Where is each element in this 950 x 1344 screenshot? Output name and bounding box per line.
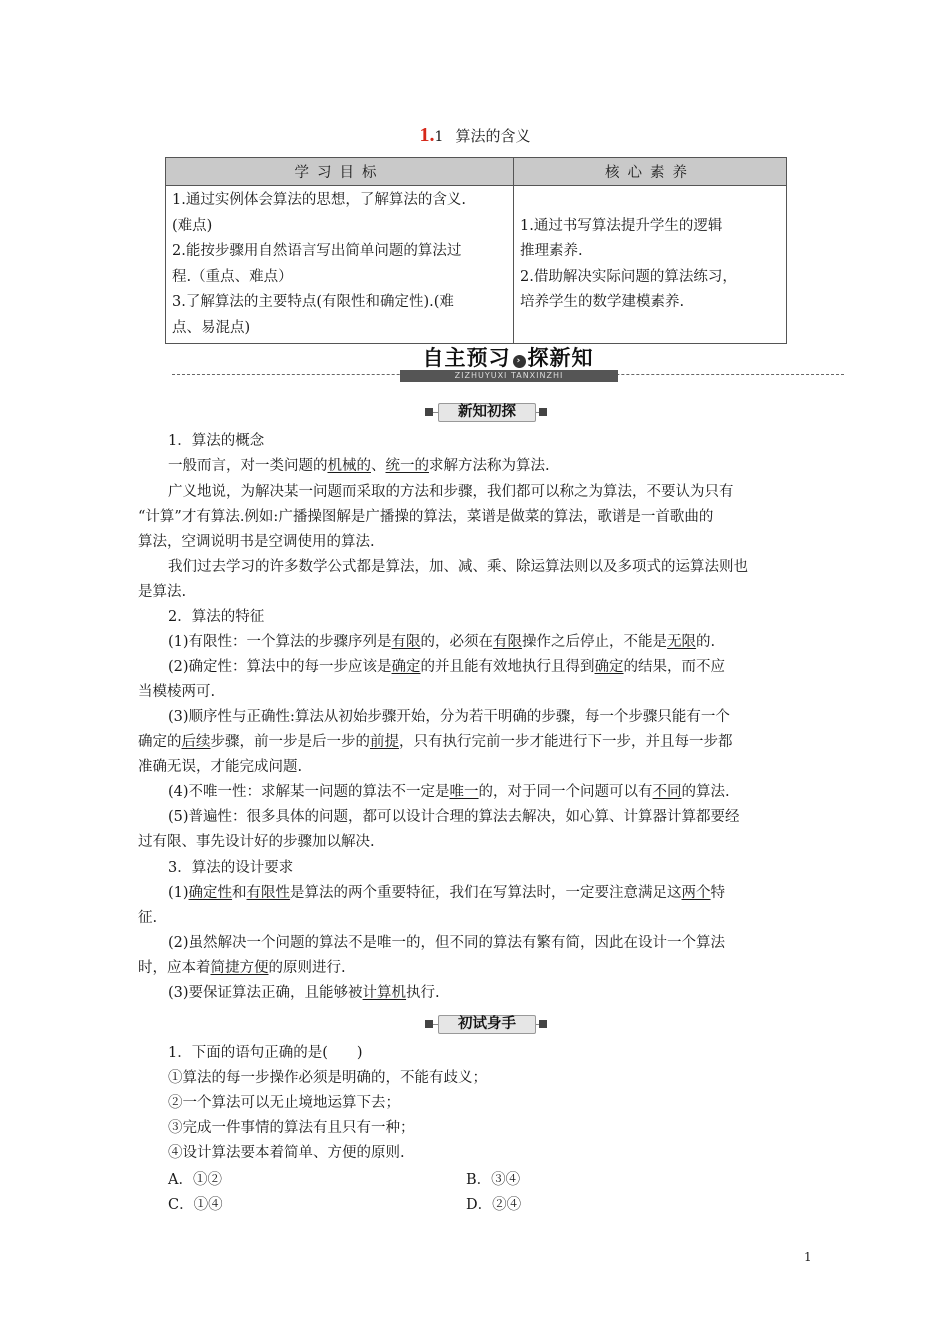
learning-goal-line: 点、易混点)	[172, 319, 251, 336]
text: (1)有限性：一个算法的步骤序列是	[168, 634, 392, 650]
question-statement: ①算法的每一步操作必须是明确的，不能有歧义；	[168, 1070, 487, 1086]
text: ，只有执行完前一步才能进行下一步，并且每一步都	[399, 734, 733, 750]
text: 时，应本着	[138, 960, 211, 976]
fill-answer: 有限	[391, 634, 421, 650]
requirement-3	[138, 981, 848, 1006]
feature-3-line2	[138, 730, 818, 755]
tag-label: 初试身手	[438, 1015, 536, 1034]
text: 、	[371, 458, 386, 474]
learning-goal-line: 程.（重点、难点）	[172, 268, 293, 285]
question-stem: 1．下面的语句正确的是( )	[168, 1045, 363, 1061]
fill-answer: 有限	[493, 634, 523, 650]
fill-answer: 统一的	[385, 458, 429, 474]
option-b: B．③④	[466, 1172, 521, 1188]
text: 是算法的两个重要特征，我们在写算法时，一定要注意满足这	[290, 885, 682, 901]
text: (2)确定性：算法中的每一步应该是	[168, 659, 392, 675]
fill-answer: 机械的	[327, 458, 371, 474]
literacy-line: 推理素养.	[520, 243, 583, 259]
text: (3)要保证算法正确，且能够被	[168, 985, 363, 1001]
literacy-cell	[514, 186, 787, 344]
section-banner	[0, 342, 950, 382]
text: 的，对于同一个问题可以有	[478, 784, 653, 800]
feature-5-line1: (5)普遍性：很多具体的问题，都可以设计合理的算法去解决，如心算、计算器计算都要经	[168, 809, 740, 825]
fill-answer: 确定	[391, 659, 421, 675]
tag-cap-left	[425, 408, 433, 416]
literacy-line: 1.通过书写算法提升学生的逻辑	[520, 217, 723, 234]
section-tag-new-knowledge	[0, 401, 950, 421]
text: 步骤，前一步是后一步的	[210, 734, 370, 750]
requirement-1-line2: 征.	[138, 910, 158, 926]
question-statement: ④设计算法要本着简单、方便的原则.	[168, 1145, 405, 1161]
s2-heading: 2．算法的特征	[168, 609, 265, 625]
s1-para3-line2: 是算法.	[138, 584, 187, 600]
tag-cap-right	[539, 1020, 547, 1028]
tag-cap-right	[539, 408, 547, 416]
lesson-title	[0, 124, 950, 147]
s1-para2-line3: 算法，空调说明书是空调使用的算法.	[138, 534, 375, 550]
requirement-2-line2	[138, 956, 818, 981]
fill-answer: 无限	[667, 634, 697, 650]
learning-goal-line: 1.通过实例体会算法的思想，了解算法的含义.	[172, 192, 466, 208]
learning-goal-line: (难点)	[172, 217, 213, 234]
feature-3-line3: 准确无误，才能完成问题.	[138, 759, 303, 775]
text: 的原则进行.	[268, 960, 346, 976]
fill-answer: 后续	[181, 734, 211, 750]
fill-answer: 两个	[681, 885, 711, 901]
text: 的结果，而不应	[623, 659, 726, 675]
text: (1)	[168, 885, 189, 901]
lesson-subnumber: 1	[434, 129, 444, 145]
literacy-line: 培养学生的数学建模素养.	[520, 294, 685, 310]
fill-answer: 简捷方便	[210, 960, 269, 976]
feature-1	[138, 630, 848, 655]
feature-4	[138, 780, 848, 805]
fill-answer: 确定性	[188, 885, 233, 901]
text: 和	[232, 885, 247, 901]
text: 的.	[696, 634, 716, 650]
banner-pinyin: ZIZHUYUXI TANXINZHI	[400, 370, 618, 382]
banner-title-right: 探新知	[527, 346, 594, 370]
lesson-number: 1.	[419, 124, 435, 146]
text: 一般而言，对一类问题的	[168, 458, 328, 474]
text: (4)不唯一性：求解某一问题的算法不一定是	[168, 784, 450, 800]
feature-2	[138, 655, 848, 680]
feature-3-line1: (3)顺序性与正确性:算法从初始步骤开始，分为若干明确的步骤，每一个步骤只能有一个	[168, 709, 730, 725]
question-statement: ③完成一件事情的算法有且只有一种；	[168, 1120, 415, 1136]
arrow-icon: ›	[513, 355, 526, 368]
text: 操作之后停止，不能是	[522, 634, 668, 650]
banner-title	[413, 342, 603, 372]
fill-answer: 确定	[594, 659, 624, 675]
goals-header-literacy: 核心素养	[514, 158, 787, 186]
s1-para1	[138, 454, 848, 479]
s1-heading: 1．算法的概念	[168, 433, 265, 449]
s3-heading: 3．算法的设计要求	[168, 860, 294, 876]
fill-answer: 前提	[370, 734, 399, 750]
learning-goal-line: 2.能按步骤用自然语言写出简单问题的算法过	[172, 243, 462, 259]
text: 执行.	[406, 985, 440, 1001]
literacy-line: 2.借助解决实际问题的算法练习，	[520, 268, 737, 285]
banner-title-left: 自主预习	[422, 346, 511, 370]
option-c: C．①④	[168, 1197, 223, 1213]
text: 确定的	[138, 734, 182, 750]
lesson-title-text: 算法的含义	[455, 127, 531, 145]
tag-cap-left	[425, 1020, 433, 1028]
text: 求解方法称为算法.	[429, 458, 550, 474]
fill-answer: 计算机	[362, 985, 407, 1001]
feature-5-line2: 过有限、事先设计好的步骤加以解决.	[138, 834, 375, 850]
question-statement: ②一个算法可以无止境地运算下去；	[168, 1095, 400, 1111]
learning-goal-line: 3.了解算法的主要特点(有限性和确定性).(难	[172, 294, 454, 310]
text: 的算法.	[681, 784, 730, 800]
text: 的并且能有效地执行且得到	[420, 659, 595, 675]
s1-para2-line2: “计算”才有算法.例如:广播操图解是广播操的算法，菜谱是做菜的算法，歌谱是一首歌曲的	[138, 509, 714, 525]
feature-2-line2: 当模棱两可.	[138, 684, 216, 700]
fill-answer: 不同	[652, 784, 682, 800]
option-a: A．①②	[168, 1172, 222, 1188]
text: 的，必须在	[420, 634, 494, 650]
learning-goals-cell	[166, 186, 514, 344]
requirement-2-line1: (2)虽然解决一个问题的算法不是唯一的，但不同的算法有繁有简，因此在设计一个算法	[168, 935, 726, 951]
goals-table	[165, 157, 787, 344]
s1-para2-line1: 广义地说，为解决某一问题而采取的方法和步骤，我们都可以称之为算法，不要认为只有	[168, 484, 734, 500]
s1-para3-line1: 我们过去学习的许多数学公式都是算法，加、减、乘、除运算法则以及多项式的运算法则也	[168, 559, 748, 575]
fill-answer: 有限性	[246, 885, 291, 901]
option-d: D．②④	[466, 1197, 522, 1213]
goals-header-learning: 学习目标	[166, 158, 514, 186]
requirement-1	[138, 881, 848, 906]
text: 特	[710, 885, 726, 901]
fill-answer: 唯一	[449, 784, 479, 800]
tag-label: 新知初探	[438, 403, 536, 422]
page-number: 1	[804, 1250, 812, 1264]
section-tag-practice	[0, 1013, 950, 1033]
